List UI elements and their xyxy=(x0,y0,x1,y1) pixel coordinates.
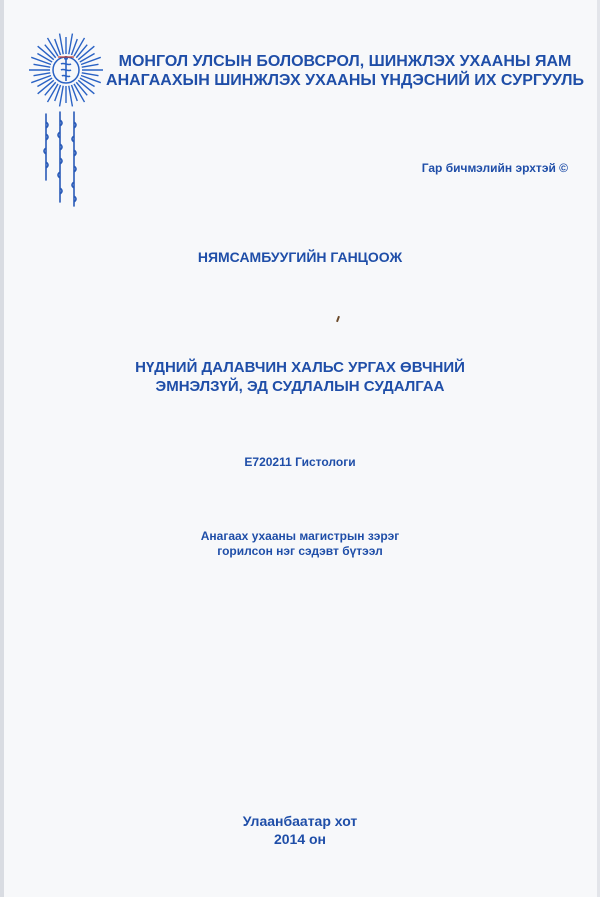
author-name: НЯМСАМБУУГИЙН ГАНЦООЖ xyxy=(197,249,403,265)
degree-statement xyxy=(0,529,600,559)
specialty-code: Е720211 Гистологи xyxy=(244,455,356,469)
ministry-name: МОНГОЛ УЛСЫН БОЛОВСРОЛ, ШИНЖЛЭХ УХААНЫ ЯАМ xyxy=(118,53,572,70)
university-emblem-icon xyxy=(28,32,104,108)
university-name: АНАГААХЫН ШИНЖЛЭХ УХААНЫ ҮНДЭСНИЙ ИХ СУРГУУЛЬ xyxy=(106,72,584,89)
mongolian-script-emblem xyxy=(34,110,110,210)
copyright-notice: Гар бичмэлийн эрхтэй © xyxy=(421,161,568,175)
paper-speck xyxy=(336,316,340,322)
page-edge-left xyxy=(0,0,4,897)
city: Улаанбаатар хот xyxy=(242,813,358,829)
place-and-year xyxy=(0,812,600,848)
thesis-title xyxy=(0,358,600,396)
degree-line1: Анагаах ухааны магистрын зэрэг xyxy=(200,529,400,543)
year: 2014 он xyxy=(273,831,327,847)
thesis-title-line2: ЭМНЭЛЗҮЙ, ЭД СУДЛАЛЫН СУДАЛГАА xyxy=(155,378,445,395)
degree-line2: горилсон нэг сэдэвт бүтээл xyxy=(217,544,383,558)
institution-header xyxy=(100,52,590,90)
thesis-title-line1: НҮДНИЙ ДАЛАВЧИН ХАЛЬС УРГАХ ӨВЧНИЙ xyxy=(135,359,465,376)
